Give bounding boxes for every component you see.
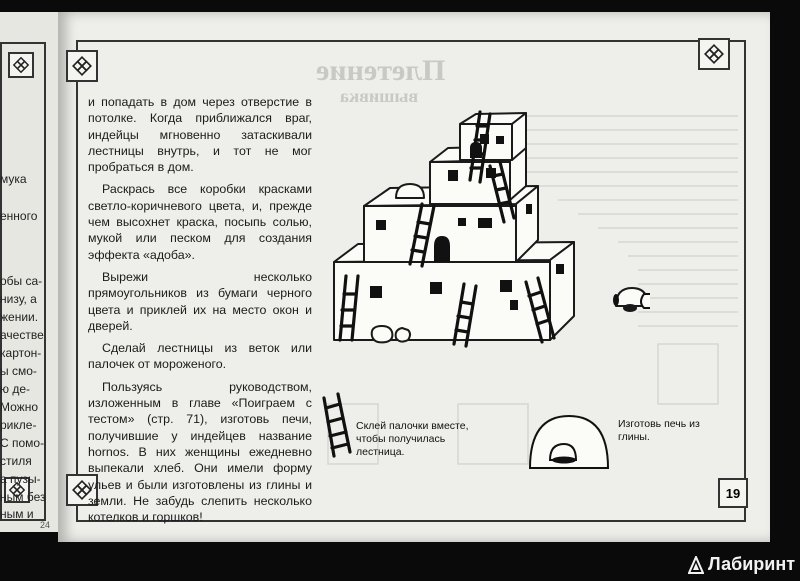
left-text-fragment: жении.	[0, 310, 39, 324]
pueblo-illustration	[330, 104, 650, 354]
left-footer-mark: 24	[40, 520, 51, 530]
watermark	[688, 554, 795, 575]
left-text-fragment: ю де-	[0, 382, 31, 396]
left-text-fragment: мука	[0, 172, 27, 186]
ghost-heading: Плетение	[316, 54, 446, 87]
left-text-fragment: ачестве	[0, 328, 44, 342]
left-text-fragment: обы са-	[0, 274, 43, 288]
main-text	[88, 94, 312, 531]
left-text-fragment: стиля	[0, 454, 32, 468]
left-text-fragment: С помо-	[0, 436, 45, 450]
labirint-logo-icon	[688, 556, 704, 574]
ornament-icon	[8, 52, 34, 78]
left-text-fragment: ы смо-	[0, 364, 37, 378]
ornament-icon	[66, 50, 98, 82]
ghost-subheading: вышивка	[340, 86, 419, 106]
oven-illustration	[526, 410, 612, 472]
watermark-text: Лабиринт	[708, 554, 796, 574]
page-number: 19	[718, 478, 748, 508]
paragraph: Раскрась все коробки красками светло-коричневого цвета, и, прежде чем высохнет краска, посыпь солью, мукой или песком для создания эффекта «адоба».	[88, 182, 312, 262]
left-text-fragment: ным и	[0, 507, 34, 521]
paragraph: Вырежи несколько прямоугольников из бумаги черного цвета и приклей их на место окон и дверей.	[88, 269, 312, 333]
left-text-fragment: картон-	[0, 346, 42, 360]
oven-caption: Изготовь печь из глины.	[618, 418, 700, 443]
paragraph: Пользуясь руководством, изложенным в главе «Поиграем с тестом» (стр. 71), изготовь печи, получившие у индейцев название hornos. В них женщины ежедневно выпекали хлеб. Они имели форму ульев и были изготовлены из глины и земли. Не забудь слепить несколько котелков и горшков!	[88, 379, 312, 525]
left-text-fragment: енного	[0, 209, 38, 223]
ornament-icon	[698, 38, 730, 70]
left-page	[0, 12, 60, 532]
paragraph: и попадать в дом через отверстие в потолке. Когда приближался враг, индейцы мгновенно затаскивали лестницы внутрь, и тот не мог пробраться в дом.	[88, 95, 312, 175]
left-text-fragment: низу, а	[0, 292, 37, 306]
book-page	[58, 12, 770, 542]
left-text-fragment: Можно	[0, 400, 38, 414]
paragraph: Сделай лестницы из веток или палочек от мороженого.	[88, 341, 312, 372]
left-text-fragment: рикле-	[0, 418, 37, 432]
ladder-caption: Склей палочки вместе, чтобы получилась лестница.	[356, 420, 469, 458]
left-text-fragment: а пузы-	[0, 472, 41, 486]
left-text-fragment: ным без	[0, 490, 46, 504]
